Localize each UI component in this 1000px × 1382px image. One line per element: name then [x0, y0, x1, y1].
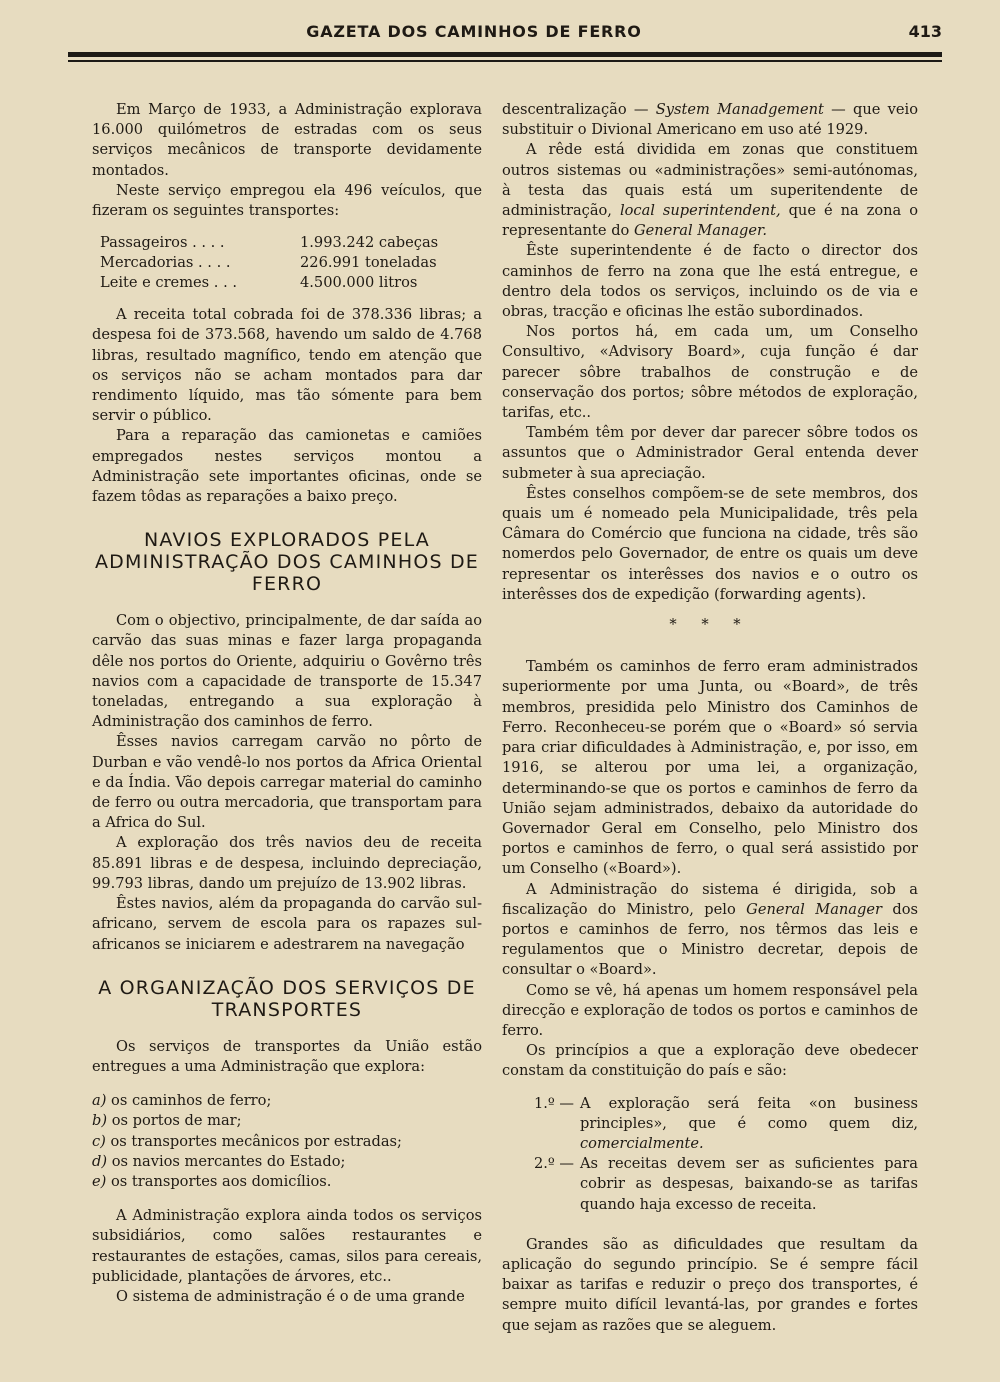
list-marker: a) [92, 1092, 107, 1110]
list-text: os transportes aos domicílios. [110, 1172, 332, 1190]
emphasis: General Manager [746, 900, 882, 918]
list-item [92, 1111, 482, 1131]
table-cell-item: Mercadorias . . . . [100, 254, 231, 272]
section-heading: A ORGANIZAÇÃO DOS SERVIÇOS DE TRANSPORTES [98, 976, 476, 1021]
list-item [502, 1154, 918, 1215]
header-rule-thin [68, 60, 942, 62]
services-list [92, 1091, 482, 1192]
transport-table [100, 233, 442, 293]
running-head [68, 22, 942, 48]
paragraph: Nos portos há, em cada um, um Conselho Consultivo, «Advisory Board», cuja função é dar parecer sôbre trabalhos de construção e de conservação dos portos; sôbre métodos de exploração, tarifas, etc.. [502, 323, 918, 422]
paragraph: descentralização — System Manadgement — que veio substituir o Divional Americano em uso até 1929. [502, 101, 918, 139]
paragraph: Grandes são as dificuldades que resultam da aplicação do segundo princípio. Se é sempre fácil baixar as tarifas e reduzir o preço dos transportes, é sempre muito difícil levantá-las, por grandes e fortes que sejam as razões que se aleguem. [502, 1235, 918, 1334]
table-cell-item: Passageiros . . . . [100, 234, 225, 252]
paragraph: Como se vê, há apenas um homem responsável pela direcção e exploração de todos os portos e caminhos de ferro. [502, 981, 918, 1039]
table-cell-value: 4.500.000 litros [300, 274, 418, 292]
header-rule-thick [68, 52, 942, 57]
list-marker: b) [92, 1112, 108, 1130]
table-cell-item: Leite e cremes . . . [100, 274, 237, 292]
list-item [92, 1091, 482, 1111]
paragraph: Para a reparação das camionetas e camiões empregados nestes serviços montou a Administração sete importantes oficinas, onde se fazem tôdas as reparações a baixo preço. [92, 427, 482, 506]
table-row [100, 273, 442, 293]
left-column [92, 100, 482, 1307]
journal-title: GAZETA DOS CAMINHOS DE FERRO [306, 22, 642, 41]
paragraph: Êste superintendente é de facto o director dos caminhos de ferro na zona que lhe está entregue, e dentro dela todos os serviços, incluindo os de via e obras, tracção e oficinas lhe estão subordinados. [502, 242, 918, 321]
list-marker: 1.º — [533, 1094, 574, 1112]
list-item [92, 1152, 482, 1172]
paragraph: Êstes navios, além da propaganda do carvão sul-africano, servem de escola para os rapazes sul-africanos se iniciarem e adestrarem na navegação [92, 895, 482, 953]
list-text: os portos de mar; [111, 1112, 242, 1130]
list-item [92, 1172, 482, 1192]
emphasis: System Manadgement [655, 101, 824, 118]
list-marker: 2.º — [533, 1155, 574, 1173]
paragraph: Êsses navios carregam carvão no pôrto de Durban e vão vendê-lo nos portos da Africa Oriental e da Índia. Vão depois carregar material do caminho de ferro ou outra mercadoria, que transportam para a Africa do Sul. [92, 733, 482, 832]
list-marker: d) [92, 1152, 108, 1170]
section-heading: NAVIOS EXPLORADOS PELA ADMINISTRAÇÃO DOS CAMINHOS DE FERRO [94, 529, 480, 596]
paragraph: Os princípios a que a exploração deve obedecer constam da constituição do país e são: [502, 1042, 918, 1080]
paragraph: Também os caminhos de ferro eram administrados superiormente por uma Junta, ou «Board», de três membros, presidida pelo Ministro dos Caminhos de Ferro. Reconheceu-se porém que o «Board» só servia para criar dificuldades à Administração, e, por isso, em 1916, se alterou por uma lei, a organização, determinando-se que os portos e caminhos de ferro da União sejam administrados, debaixo da autoridade do Governador Geral em Conselho, pelo Ministro dos portos e caminhos de ferro, o qual será assistido por um Conselho («Board»). [502, 658, 918, 878]
table-row [100, 233, 442, 253]
paragraph: A rêde está dividida em zonas que constituem outros sistemas ou «administrações» semi-autónomas, à testa das quais está um superitendente de administração, local superintendent, que é na zona o representante do General Manager. [502, 141, 918, 240]
list-marker: e) [92, 1172, 107, 1190]
paragraph: Com o objectivo, principalmente, de dar saída ao carvão das suas minas e fazer larga propaganda dêle nos portos do Oriente, adquiriu o Govêrno três navios com a capacidade de transporte de 15.347 toneladas, entregando a sua exploração à Administração dos caminhos de ferro. [92, 612, 482, 731]
list-text: os transportes mecânicos por estradas; [110, 1132, 402, 1150]
list-text: A exploração será feita «on business principles», que é como quem diz, comercialmente. [580, 1094, 918, 1152]
page-number: 413 [908, 22, 942, 41]
paragraph: A exploração dos três navios deu de receita 85.891 libras e de despesa, incluindo depreciação, 99.793 libras, dando um prejuízo de 13.902 libras. [92, 834, 482, 892]
emphasis: General Manager. [633, 222, 768, 240]
paragraph: Em Março de 1933, a Administração explorava 16.000 quilómetros de estradas com os seus serviços mecânicos de transporte devidamente montados. [92, 101, 482, 179]
paragraph: Neste serviço empregou ela 496 veículos, que fizeram os seguintes transportes: [92, 181, 482, 220]
table-cell-value: 226.991 toneladas [300, 254, 437, 272]
list-item [92, 1132, 482, 1152]
paragraph: Os serviços de transportes da União estão entregues a uma Administração que explora: [92, 1037, 482, 1075]
principles-list [502, 1094, 918, 1215]
emphasis: comercialmente. [580, 1134, 704, 1152]
right-column [502, 100, 918, 1336]
table-cell-value: 1.993.242 cabeças [300, 234, 439, 252]
paragraph: A Administração explora ainda todos os serviços subsidiários, como salões restaurantes e restaurantes de estações, camas, silos para cereais, publicidade, plantações de árvores, etc.. [92, 1207, 482, 1285]
paragraph: Também têm por dever dar parecer sôbre todos os assuntos que o Administrador Geral entenda dever submeter à sua apreciação. [502, 424, 918, 482]
paragraph: O sistema de administração é o de uma grande [116, 1287, 465, 1305]
list-item [502, 1094, 918, 1155]
paragraph: A receita total cobrada foi de 378.336 libras; a despesa foi de 373.568, havendo um saldo de 4.768 libras, resultado magnífico, tendo em atenção que os serviços não se acham montados para dar rendimento líquido, mas tão sómente para bem servir o público. [92, 306, 482, 425]
list-text: As receitas devem ser as suficientes para cobrir as despesas, baixando-se as tarifas quando haja excesso de receita. [580, 1155, 918, 1213]
list-text: os navios mercantes do Estado; [111, 1152, 346, 1170]
paragraph: Êstes conselhos compõem-se de sete membros, dos quais um é nomeado pela Municipalidade, três pela Câmara do Comércio que funciona na cidade, três são nomerdos pelo Governador, de entre os quais um deve representar os interêsses dos navios e o outro os interêsses dos de expedição (forwarding agents). [502, 484, 918, 603]
emphasis: local superintendent, [619, 202, 781, 220]
paragraph: A Administração do sistema é dirigida, sob a fiscalização do Ministro, pelo General Manager dos portos e caminhos de ferro, nos têrmos das leis e regulamentos que o Ministro decretar, depois de consultar o «Board». [502, 880, 918, 979]
list-text: os caminhos de ferro; [111, 1092, 272, 1110]
list-marker: c) [92, 1132, 106, 1150]
table-row [100, 253, 442, 273]
section-separator: * * * [669, 616, 751, 634]
